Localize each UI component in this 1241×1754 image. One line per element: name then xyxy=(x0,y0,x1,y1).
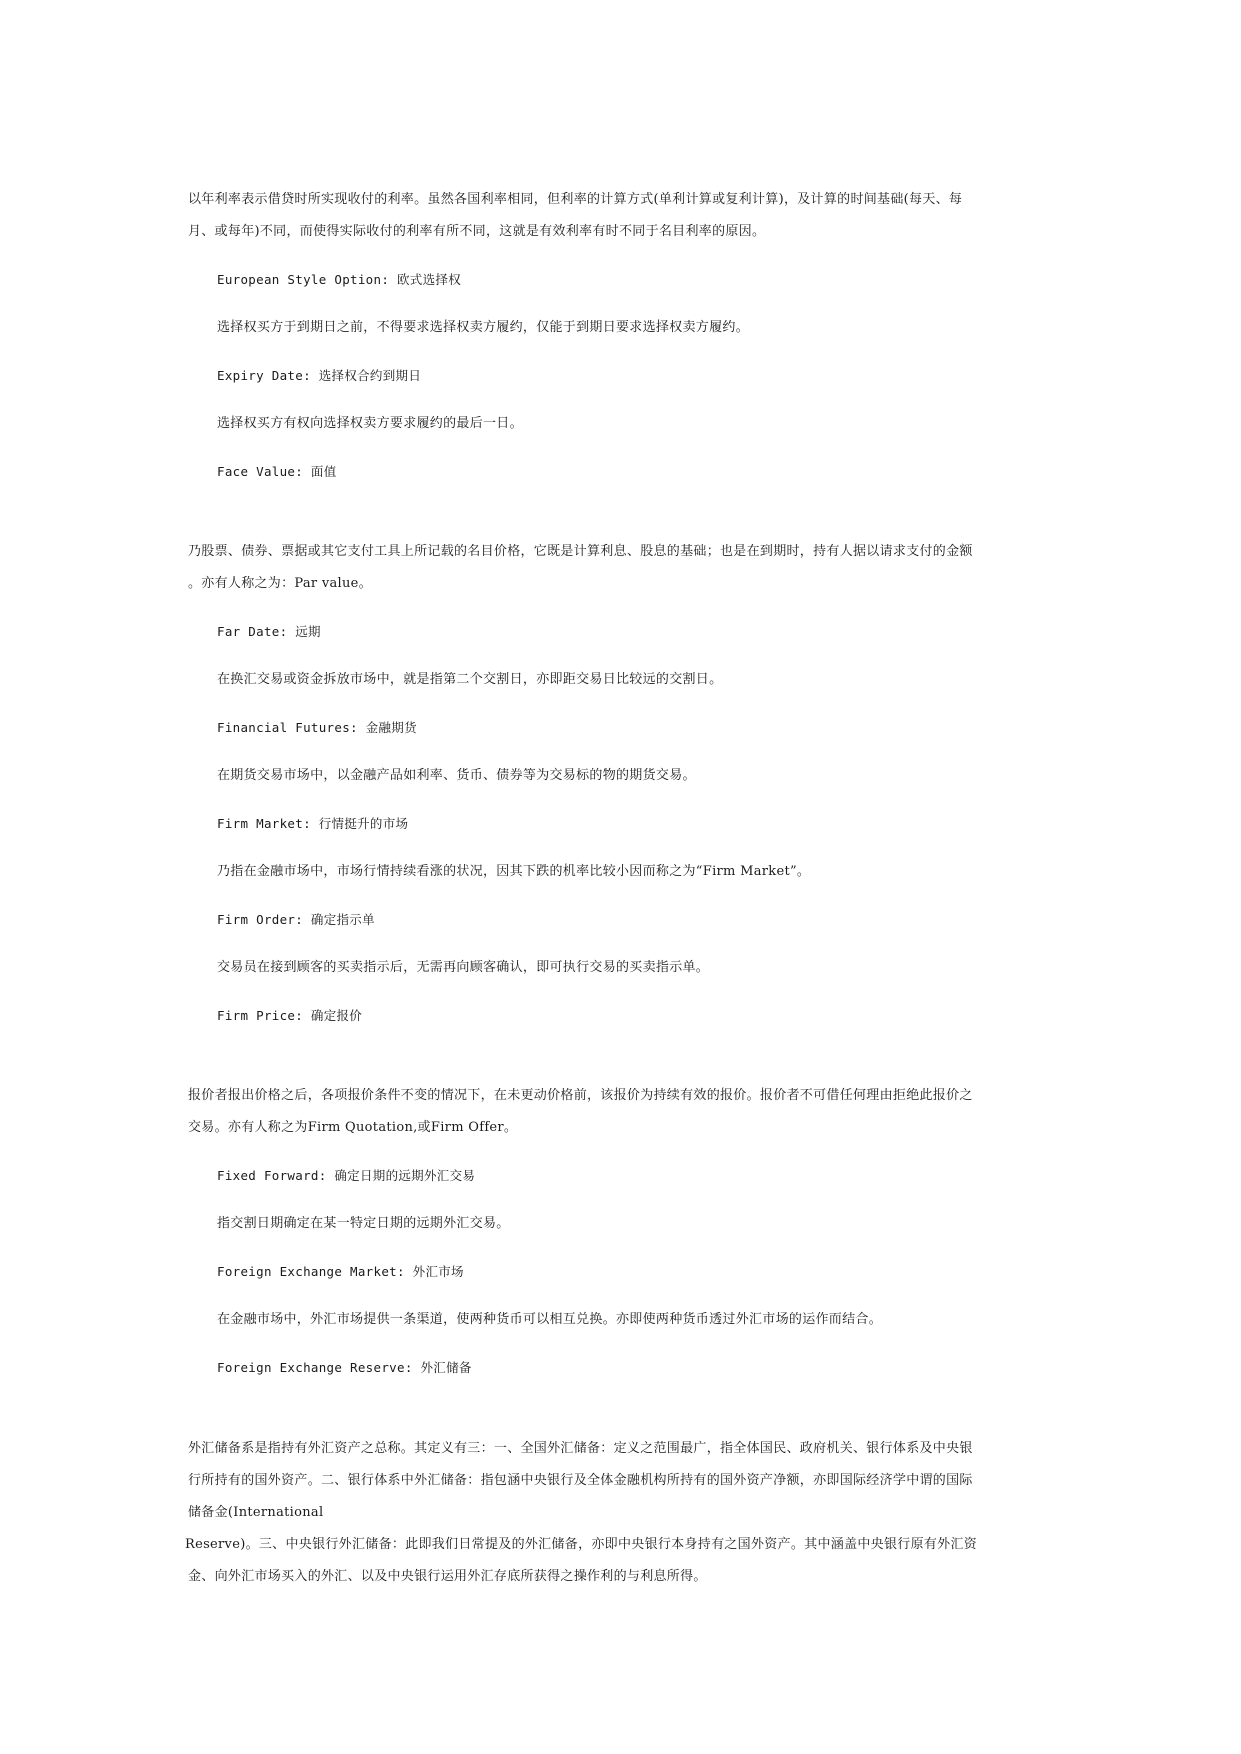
term-heading: Financial Futures: 金融期货 xyxy=(217,720,417,735)
paragraph-line: 金、向外汇市场买入的外汇、以及中央银行运用外汇存底所获得之操作利的与利息所得。 xyxy=(188,1569,707,1584)
term-definition: 选择权买方有权向选择权卖方要求履约的最后一日。 xyxy=(217,416,523,431)
term-definition: 交易员在接到顾客的买卖指示后，无需再向顾客确认，即可执行交易的买卖指示单。 xyxy=(217,960,710,975)
paragraph-line: Reserve)。三、中央银行外汇储备：此即我们日常提及的外汇储备，亦即中央银行本身持有之国外资产。其中涵盖中央银行原有外汇资 xyxy=(185,1537,978,1552)
paragraph-line: 行所持有的国外资产。二、银行体系中外汇储备：指包涵中央银行及全体金融机构所持有的国外资产净额，亦即国际经济学中谓的国际 xyxy=(188,1473,973,1488)
term-heading: Fixed Forward: 确定日期的远期外汇交易 xyxy=(217,1168,476,1183)
term-definition: 在金融市场中，外汇市场提供一条渠道，使两种货币可以相互兑换。亦即使两种货币透过外汇市场的运作而结合。 xyxy=(217,1312,883,1327)
term-heading: Firm Price: 确定报价 xyxy=(217,1008,363,1023)
term-heading: European Style Option: 欧式选择权 xyxy=(217,272,461,287)
paragraph-line: 外汇储备系是指持有外汇资产之总称。其定义有三：一、全国外汇储备：定义之范围最广，指全体国民、政府机关、银行体系及中央银 xyxy=(188,1441,973,1456)
term-heading: Far Date: 远期 xyxy=(217,624,321,639)
term-heading: Expiry Date: 选择权合约到期日 xyxy=(217,368,422,383)
term-definition: 在换汇交易或资金拆放市场中，就是指第二个交割日，亦即距交易日比较远的交割日。 xyxy=(217,672,723,687)
term-definition: 选择权买方于到期日之前，不得要求选择权卖方履约，仅能于到期日要求选择权卖方履约。 xyxy=(217,320,750,335)
paragraph-line: 以年利率表示借贷时所实现收付的利率。虽然各国利率相同，但利率的计算方式(单利计算或复利计算)，及计算的时间基础(每天、每 xyxy=(188,192,963,207)
term-heading: Firm Order: 确定指示单 xyxy=(217,912,375,927)
term-heading: Foreign Exchange Reserve: 外汇储备 xyxy=(217,1360,472,1375)
paragraph-line: 。亦有人称之为：Par value。 xyxy=(188,576,372,591)
term-definition: 乃指在金融市场中，市场行情持续看涨的状况，因其下跌的机率比较小因而称之为“Firm Market”。 xyxy=(217,864,811,879)
paragraph-line: 乃股票、债券、票据或其它支付工具上所记载的名目价格，它既是计算利息、股息的基础；也是在到期时，持有人据以请求支付的金额 xyxy=(188,544,973,559)
term-heading: Face Value: 面值 xyxy=(217,464,337,479)
paragraph-line: 交易。亦有人称之为Firm Quotation,或Firm Offer。 xyxy=(188,1120,518,1135)
term-heading: Firm Market: 行情挺升的市场 xyxy=(217,816,409,831)
term-definition: 在期货交易市场中，以金融产品如利率、货币、债券等为交易标的物的期货交易。 xyxy=(217,768,696,783)
term-heading: Foreign Exchange Market: 外汇市场 xyxy=(217,1264,464,1279)
paragraph-line: 月、或每年)不同，而使得实际收付的利率有所不同，这就是有效利率有时不同于名目利率的原因。 xyxy=(188,224,766,239)
paragraph-line: 报价者报出价格之后，各项报价条件不变的情况下，在未更动价格前，该报价为持续有效的报价。报价者不可借任何理由拒绝此报价之 xyxy=(188,1088,973,1103)
paragraph-line: 储备金(International xyxy=(188,1505,324,1520)
term-definition: 指交割日期确定在某一特定日期的远期外汇交易。 xyxy=(217,1216,510,1231)
